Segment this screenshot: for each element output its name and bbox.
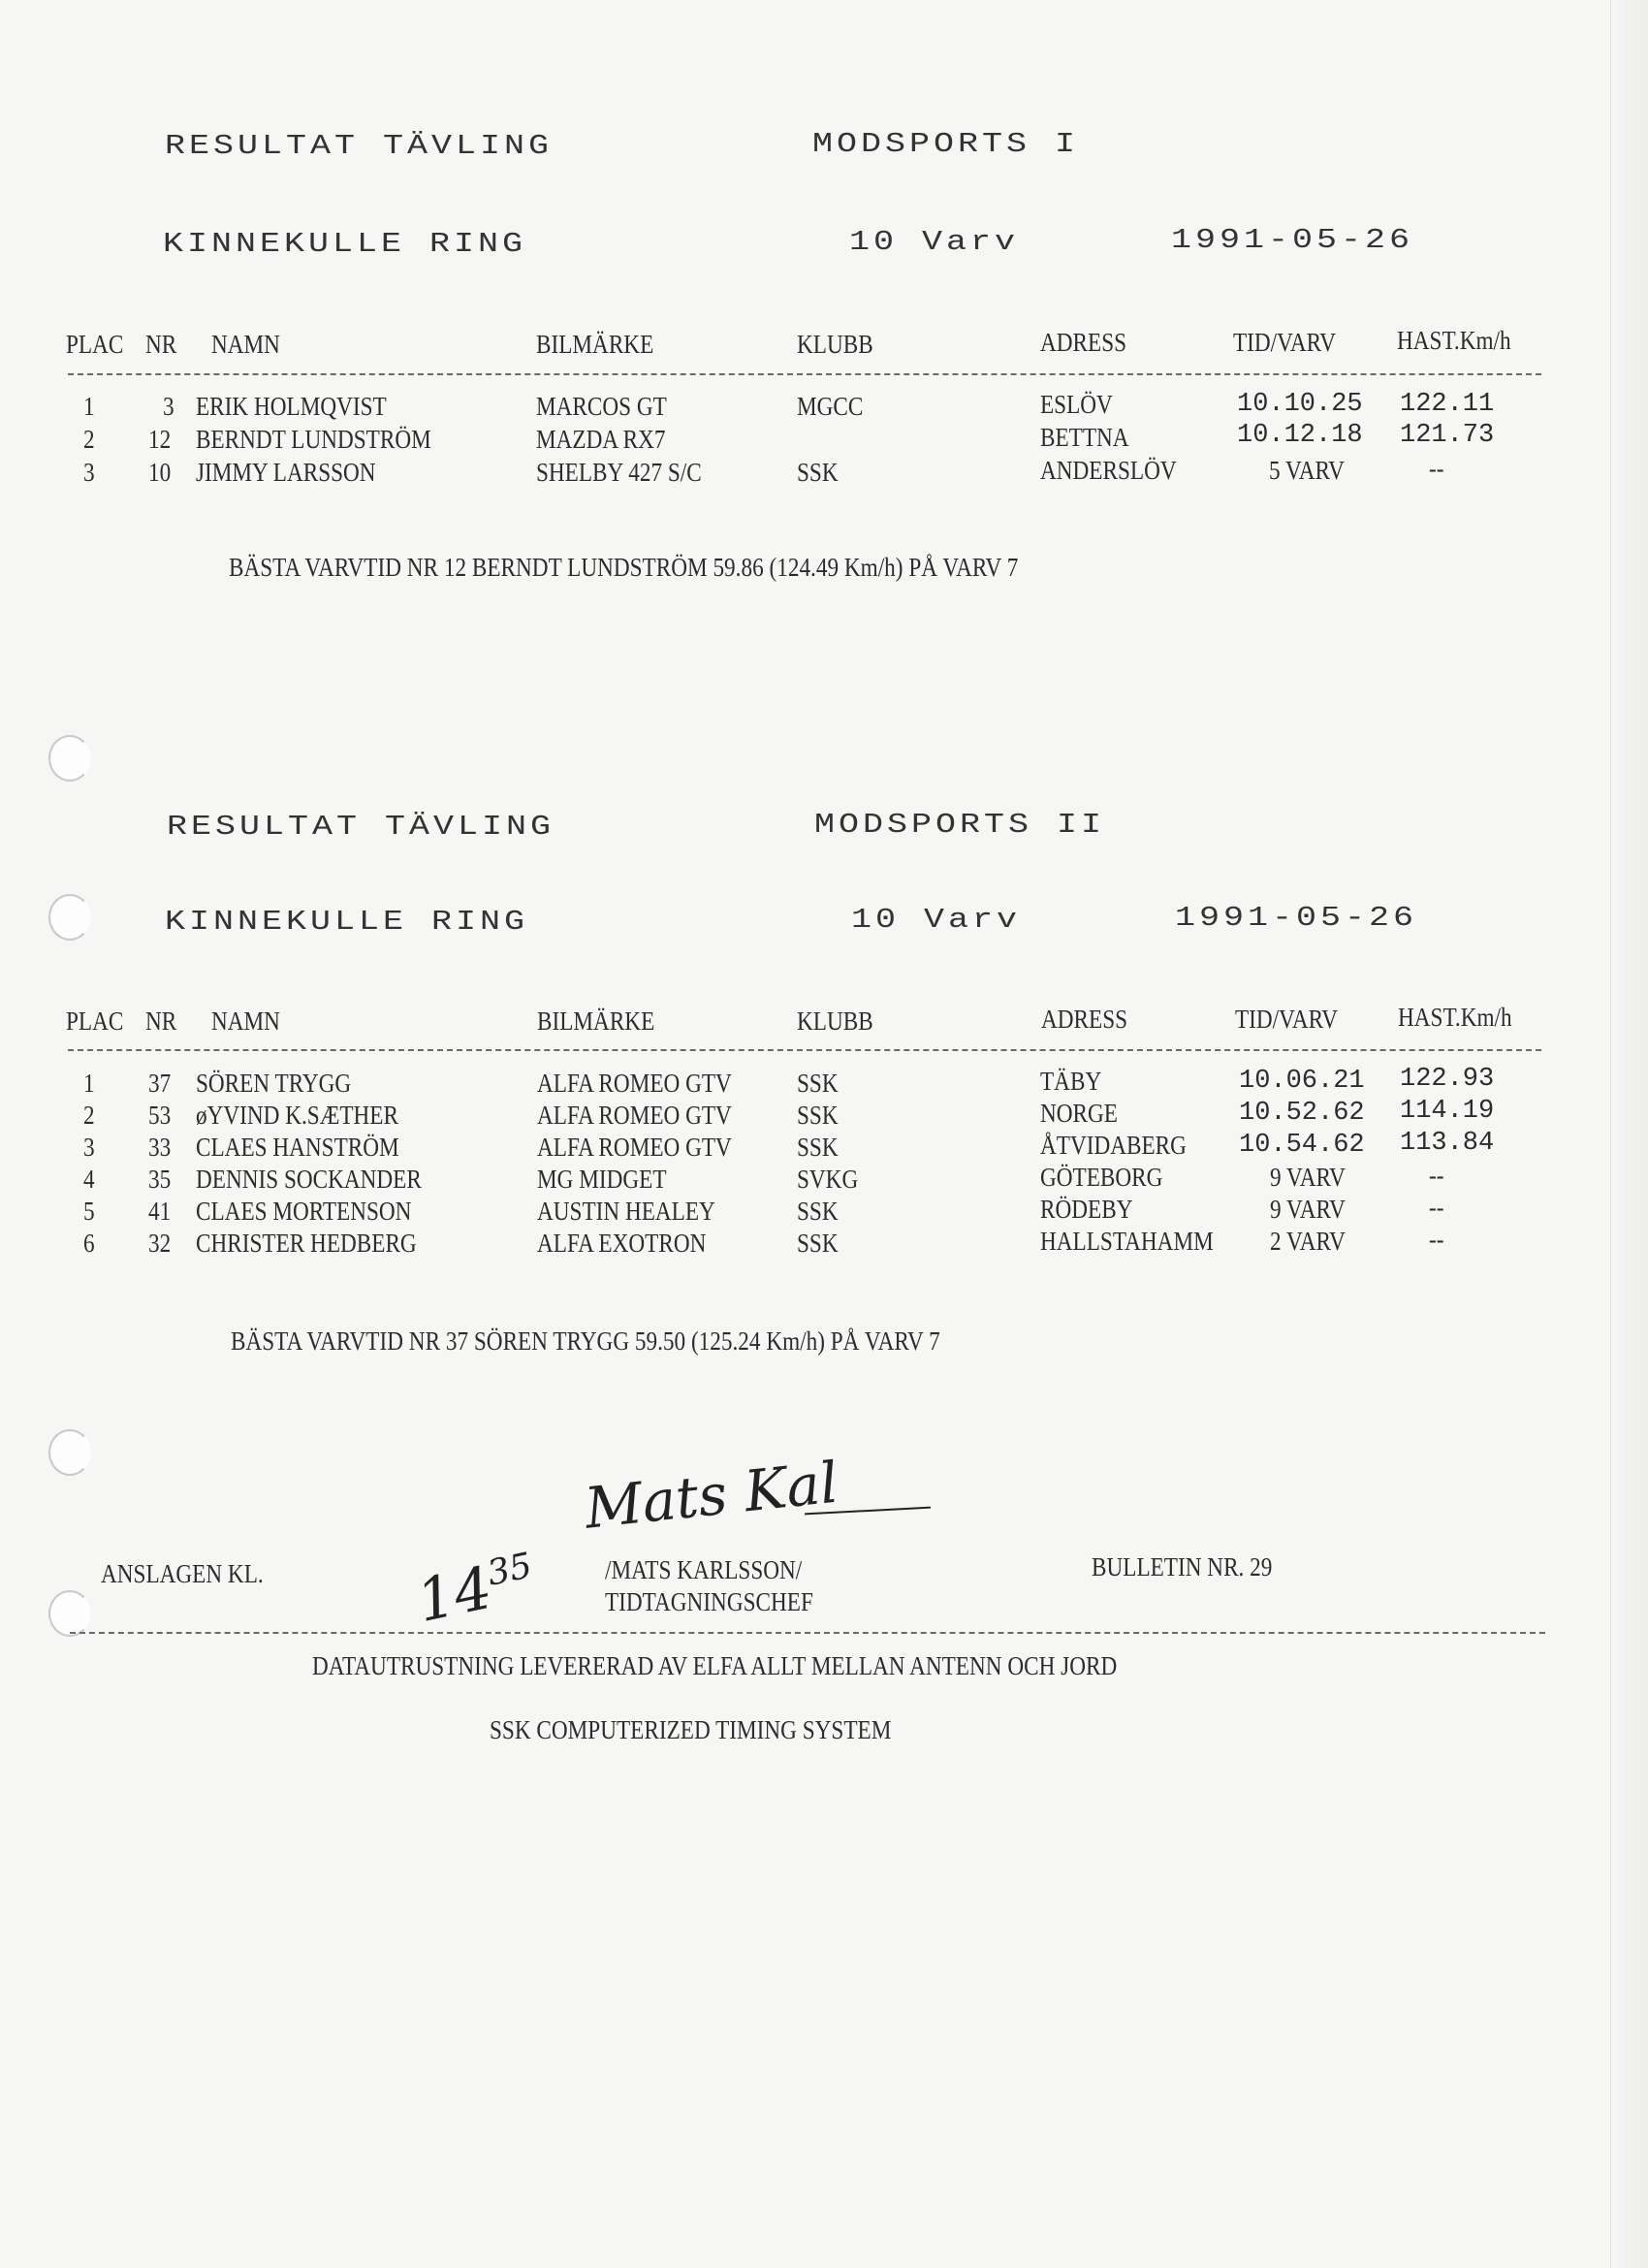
cell-hast: --: [1429, 454, 1444, 483]
cell-nr: 35: [148, 1165, 172, 1194]
cell-tid: 2 VARV: [1270, 1227, 1346, 1256]
cell-plac: 5: [83, 1197, 95, 1226]
signer-name: /MATS KARLSSON/: [605, 1555, 803, 1584]
punch-hole: [48, 1429, 91, 1476]
cell-bilmarke: ALFA ROMEO GTV: [537, 1101, 732, 1130]
cell-adress: TÄBY: [1040, 1067, 1102, 1096]
cell-namn: ERIK HOLMQVIST: [196, 392, 387, 421]
posted-time-minutes: 35: [484, 1546, 536, 1594]
cell-hast: 113.84: [1400, 1129, 1495, 1158]
cell-namn: DENNIS SOCKANDER: [196, 1165, 422, 1194]
col-header-namn: NAMN: [211, 330, 280, 359]
cell-namn: CLAES MORTENSON: [196, 1197, 412, 1226]
section-title: RESULTAT TÄVLING: [165, 130, 554, 162]
cell-adress: HALLSTAHAMM: [1040, 1227, 1214, 1256]
cell-tid: 10.54.62: [1239, 1131, 1365, 1160]
cell-klubb: SSK: [797, 1229, 839, 1258]
cell-nr: 33: [148, 1133, 172, 1162]
cell-plac: 6: [83, 1229, 95, 1258]
cell-adress: NORGE: [1040, 1099, 1118, 1128]
cell-hast: 122.93: [1400, 1065, 1495, 1094]
col-header-tid: TID/VARV: [1235, 1005, 1339, 1034]
posted-time-label: ANSLAGEN KL.: [101, 1559, 264, 1588]
race-date: 1991-05-26: [1171, 224, 1414, 256]
cell-namn: JIMMY LARSSON: [196, 458, 376, 487]
signature: Mats Kal: [582, 1449, 841, 1542]
cell-namn: CLAES HANSTRÖM: [196, 1133, 399, 1162]
cell-tid: 10.12.18: [1237, 421, 1363, 450]
lap-count: 10 Varv: [851, 904, 1022, 936]
header-divider: [68, 373, 1541, 375]
cell-klubb: SSK: [797, 1133, 839, 1162]
col-header-bilmarke: BILMÄRKE: [537, 1006, 655, 1036]
section-class: MODSPORTS I: [812, 128, 1080, 160]
cell-adress: ESLÖV: [1040, 390, 1113, 419]
col-header-plac: PLAC: [66, 330, 124, 359]
col-header-klubb: KLUBB: [797, 330, 873, 359]
cell-nr: 41: [148, 1197, 172, 1226]
cell-plac: 3: [83, 1133, 95, 1162]
lap-count: 10 Varv: [849, 226, 1020, 258]
cell-plac: 2: [83, 1101, 95, 1130]
table-row: [0, 1161, 1648, 1197]
col-header-nr: NR: [145, 1006, 177, 1036]
punch-hole: [48, 894, 91, 941]
col-header-plac: PLAC: [66, 1006, 124, 1036]
cell-hast: 121.73: [1400, 421, 1495, 450]
posted-time-handwritten: [325, 1479, 555, 1718]
cell-adress: ÅTVIDABERG: [1040, 1131, 1187, 1160]
col-header-namn: NAMN: [211, 1006, 280, 1036]
cell-hast: --: [1429, 1193, 1444, 1222]
cell-bilmarke: MG MIDGET: [537, 1165, 667, 1194]
header-divider: [68, 1049, 1541, 1051]
cell-klubb: MGCC: [797, 392, 864, 421]
cell-namn: SÖREN TRYGG: [196, 1069, 352, 1098]
cell-tid: 10.06.21: [1239, 1067, 1365, 1096]
cell-namn: BERNDT LUNDSTRÖM: [196, 425, 431, 454]
cell-nr: 10: [148, 458, 172, 487]
best-lap-note: BÄSTA VARVTID NR 12 BERNDT LUNDSTRÖM 59.86 (124.49 Km/h) PÅ VARV 7: [229, 553, 1019, 582]
table-row: [0, 1225, 1648, 1261]
cell-klubb: SSK: [797, 458, 839, 487]
cell-hast: 114.19: [1400, 1097, 1495, 1126]
cell-bilmarke: MARCOS GT: [536, 392, 667, 421]
cell-plac: 4: [83, 1165, 95, 1194]
cell-klubb: SSK: [797, 1069, 839, 1098]
col-header-adress: ADRESS: [1040, 328, 1127, 357]
col-header-bilmarke: BILMÄRKE: [536, 330, 654, 359]
table-row: [0, 392, 1648, 425]
cell-tid: 5 VARV: [1269, 456, 1345, 485]
cell-plac: 1: [83, 1069, 95, 1098]
cell-adress: BETTNA: [1040, 423, 1129, 452]
sponsor-line: DATAUTRUSTNING LEVERERAD AV ELFA ALLT MELLAN ANTENN OCH JORD: [312, 1651, 1118, 1680]
cell-klubb: SVKG: [797, 1165, 859, 1194]
cell-hast: 122.11: [1400, 390, 1495, 419]
cell-nr: 32: [148, 1229, 172, 1258]
col-header-hast: HAST.Km/h: [1398, 1003, 1512, 1032]
col-header-nr: NR: [145, 330, 177, 359]
track-name: KINNEKULLE RING: [163, 228, 527, 260]
track-name: KINNEKULLE RING: [165, 906, 529, 938]
table-row: [0, 421, 1648, 458]
posted-time-hours: 14: [411, 1553, 498, 1637]
cell-namn: CHRISTER HEDBERG: [196, 1229, 417, 1258]
cell-tid: 10.52.62: [1239, 1099, 1365, 1128]
section-title: RESULTAT TÄVLING: [167, 811, 555, 843]
cell-klubb: SSK: [797, 1101, 839, 1130]
cell-bilmarke: ALFA ROMEO GTV: [537, 1133, 732, 1162]
cell-hast: --: [1429, 1161, 1444, 1190]
cell-tid: 9 VARV: [1270, 1195, 1346, 1224]
table-row: [0, 1129, 1648, 1165]
cell-bilmarke: MAZDA RX7: [536, 425, 666, 454]
best-lap-note: BÄSTA VARVTID NR 37 SÖREN TRYGG 59.50 (125.24 Km/h) PÅ VARV 7: [231, 1326, 940, 1356]
col-header-adress: ADRESS: [1041, 1005, 1128, 1034]
cell-adress: ANDERSLÖV: [1040, 456, 1177, 485]
cell-namn: øYVIND K.SÆTHER: [196, 1101, 398, 1130]
cell-bilmarke: SHELBY 427 S/C: [536, 458, 702, 487]
cell-nr: 53: [148, 1101, 172, 1130]
timing-system-line: SSK COMPUTERIZED TIMING SYSTEM: [490, 1715, 892, 1744]
cell-plac: 3: [83, 458, 95, 487]
cell-nr: 37: [148, 1069, 172, 1098]
cell-adress: GÖTEBORG: [1040, 1163, 1163, 1192]
cell-tid: 10.10.25: [1237, 390, 1363, 419]
bulletin-number: BULLETIN NR. 29: [1092, 1552, 1273, 1581]
cell-bilmarke: ALFA EXOTRON: [537, 1229, 707, 1258]
cell-klubb: SSK: [797, 1197, 839, 1226]
cell-nr: 3: [163, 392, 174, 421]
section-class: MODSPORTS II: [814, 809, 1106, 841]
table-row: [0, 454, 1648, 491]
cell-hast: --: [1429, 1225, 1444, 1254]
race-date: 1991-05-26: [1175, 902, 1418, 934]
cell-plac: 2: [83, 425, 95, 454]
col-header-klubb: KLUBB: [797, 1006, 873, 1036]
cell-nr: 12: [148, 425, 172, 454]
cell-bilmarke: ALFA ROMEO GTV: [537, 1069, 732, 1098]
signer-title: TIDTAGNINGSCHEF: [605, 1587, 813, 1616]
punch-hole: [48, 735, 91, 782]
cell-tid: 9 VARV: [1270, 1163, 1346, 1192]
cell-adress: RÖDEBY: [1040, 1195, 1133, 1224]
col-header-hast: HAST.Km/h: [1397, 326, 1511, 355]
col-header-tid: TID/VARV: [1233, 328, 1337, 357]
punch-hole: [48, 1590, 91, 1637]
cell-plac: 1: [83, 392, 95, 421]
cell-bilmarke: AUSTIN HEALEY: [537, 1197, 715, 1226]
table-row: [0, 1193, 1648, 1229]
footer-divider: [70, 1632, 1545, 1634]
